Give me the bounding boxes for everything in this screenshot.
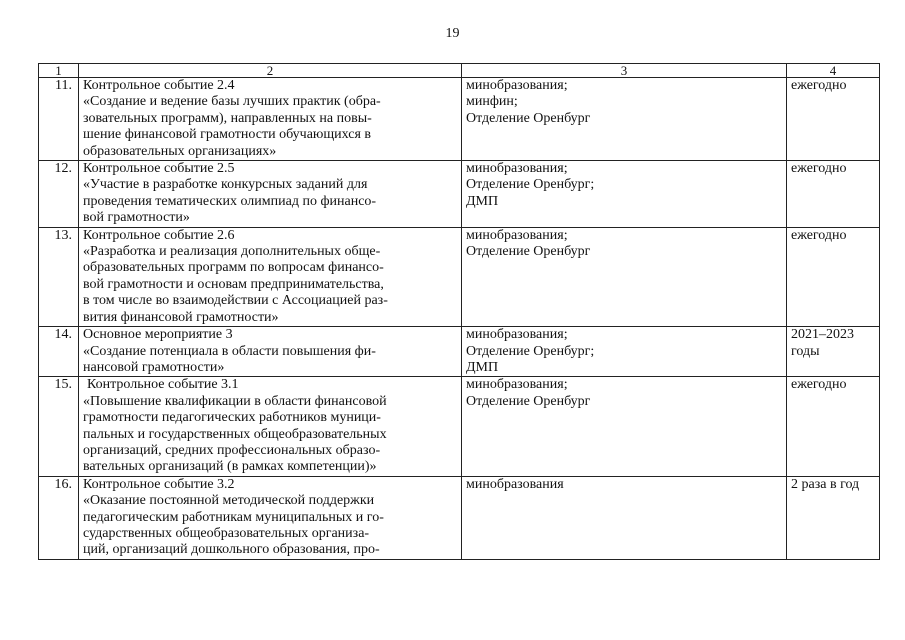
description-line: «Оказание постоянной методической поддержки (83, 493, 375, 509)
executor-line: ДМП (466, 359, 499, 375)
executor-line: минобразования; (466, 161, 568, 177)
table-row (39, 377, 880, 476)
executor-line: минобразования; (466, 327, 568, 343)
row-number: 12. (39, 161, 79, 228)
deadline: 2021–2023 годы (787, 327, 880, 377)
description-line: в том числе во взаимодействии с Ассоциацией раз- (83, 293, 388, 309)
description-line: проведения тематических олимпиад по финансо- (83, 193, 377, 209)
measures-table (38, 63, 880, 560)
description-line: «Создание потенциала в области повышения фи- (83, 343, 376, 359)
description-line: «Повышение квалификации в области финансовой (83, 393, 387, 409)
responsible-executors (462, 377, 787, 476)
deadline: ежегодно (787, 377, 880, 476)
table-row (39, 161, 880, 228)
executor-line: Отделение Оренбург (466, 244, 591, 260)
responsible-executors (462, 227, 787, 326)
description-line: «Участие в разработке конкурсных заданий для (83, 177, 368, 193)
description-line: Контрольное событие 2.5 (83, 161, 235, 177)
description-line: образовательных организациях» (83, 143, 277, 159)
responsible-executors (462, 476, 787, 559)
description-line: «Создание и ведение базы лучших практик (обра- (83, 94, 381, 110)
executor-line: Отделение Оренбург (466, 393, 591, 409)
column-header: 2 (79, 64, 462, 78)
executor-line: минобразования; (466, 227, 568, 243)
responsible-executors (462, 161, 787, 228)
column-header: 1 (39, 64, 79, 78)
description-line: Контрольное событие 2.6 (83, 227, 235, 243)
description-line: вой грамотности» (83, 210, 190, 226)
column-header: 3 (462, 64, 787, 78)
executor-line: ДМП (466, 193, 499, 209)
deadline: ежегодно (787, 78, 880, 161)
description-line: пальных и государственных общеобразовательных (83, 426, 387, 442)
measure-description (79, 476, 462, 559)
executor-line: Отделение Оренбург; (466, 177, 595, 193)
description-line: педагогическим работникам муниципальных и го- (83, 509, 384, 525)
measure-description (79, 327, 462, 377)
table-row (39, 78, 880, 161)
responsible-executors (462, 78, 787, 161)
description-line: шение финансовой грамотности обучающихся в (83, 127, 372, 143)
measure-description (79, 78, 462, 161)
executor-line: минфин; (466, 94, 518, 110)
description-line: Контрольное событие 3.1 (87, 377, 239, 393)
table-row (39, 327, 880, 377)
deadline: 2 раза в год (787, 476, 880, 559)
deadline: ежегодно (787, 227, 880, 326)
column-header: 4 (787, 64, 880, 78)
measure-description (79, 161, 462, 228)
description-line: зовательных программ), направленных на повы- (83, 110, 372, 126)
table-row (39, 476, 880, 559)
description-line: организаций, средних профессиональных образо- (83, 442, 381, 458)
description-line: вития финансовой грамотности» (83, 309, 279, 325)
table-header-row (39, 64, 880, 78)
table-row (39, 227, 880, 326)
row-number: 11. (39, 78, 79, 161)
executor-line: Отделение Оренбург (466, 110, 591, 126)
description-line: Контрольное событие 2.4 (83, 78, 235, 93)
description-line: образовательных программ по вопросам финансо- (83, 260, 384, 276)
measure-description (79, 227, 462, 326)
responsible-executors (462, 327, 787, 377)
description-line: сударственных общеобразовательных организа- (83, 525, 370, 541)
measure-description (79, 377, 462, 476)
description-line: Контрольное событие 3.2 (83, 476, 235, 492)
executor-line: минобразования; (466, 377, 568, 393)
description-line: ций, организаций дошкольного образования, про- (83, 542, 380, 558)
description-line: «Разработка и реализация дополнительных обще- (83, 244, 381, 260)
row-number: 13. (39, 227, 79, 326)
row-number: 14. (39, 327, 79, 377)
description-line: Основное мероприятие 3 (83, 327, 233, 343)
description-line: нансовой грамотности» (83, 359, 225, 375)
description-line: вой грамотности и основам предпринимательства, (83, 276, 384, 292)
executor-line: минобразования (466, 476, 564, 492)
executor-line: минобразования; (466, 78, 568, 93)
page-number: 19 (445, 26, 460, 41)
description-line: грамотности педагогических работников муници- (83, 410, 381, 426)
executor-line: Отделение Оренбург; (466, 343, 595, 359)
row-number: 16. (39, 476, 79, 559)
deadline: ежегодно (787, 161, 880, 228)
row-number: 15. (39, 377, 79, 476)
description-line: вательных организаций (в рамках компетенции)» (83, 459, 377, 475)
